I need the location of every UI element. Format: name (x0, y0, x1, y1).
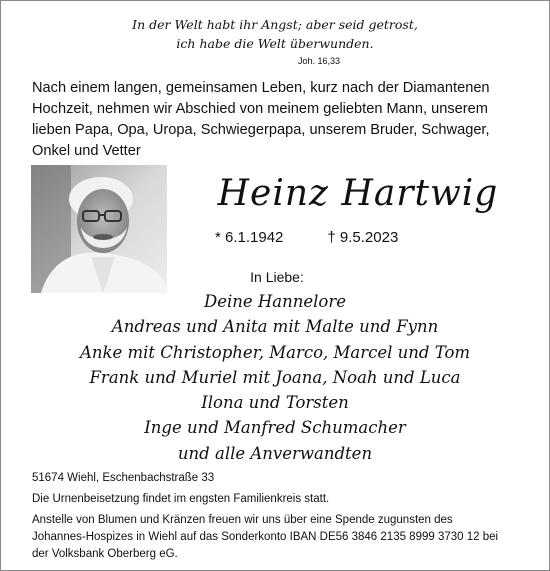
mourner-line: Andreas und Anita mit Malte und Fynn (111, 317, 439, 337)
urn-burial-note: Die Urnenbeisetzung findet im engsten Familienkreis statt. (32, 493, 330, 505)
intro-line: Hochzeit, nehmen wir Abschied von meinem geliebten Mann, unserem (32, 101, 488, 117)
mourner-line: und alle Anverwandten (177, 443, 373, 463)
birth-date: * 6.1.1942 (215, 229, 284, 246)
donation-line: Anstelle von Blumen und Kränzen freuen wir uns über eine Spende zugunsten des (32, 514, 453, 526)
mourner-line: Inge und Manfred Schumacher (144, 418, 406, 438)
mourner-line: Deine Hannelore (203, 292, 346, 311)
quote-line-1: In der Welt habt ihr Angst; aber seid getrost, (132, 17, 418, 32)
donation-line: der Volksbank Oberberg eG. (32, 548, 178, 560)
mourner-line: Frank und Muriel mit Joana, Noah und Luca (89, 367, 461, 387)
quote-line-2: ich habe die Welt überwunden. (176, 36, 374, 51)
death-date: † 9.5.2023 (327, 229, 399, 246)
bible-quote (1, 15, 549, 53)
intro-line: Onkel und Vetter (32, 143, 141, 159)
life-dates (215, 229, 398, 246)
donation-line: Johannes-Hospizes in Wiehl auf das Sonderkonto IBAN DE56 3846 2135 8999 3730 12 bei (32, 531, 499, 543)
mourners-list (1, 289, 549, 466)
intro-text (32, 78, 520, 162)
portrait-image (31, 165, 167, 293)
portrait-photo (31, 165, 167, 293)
mourners-heading: In Liebe: (250, 269, 304, 285)
mourner-line: Anke mit Christopher, Marco, Marcel und Tom (79, 342, 471, 362)
quote-reference: Joh. 16,33 (297, 56, 341, 66)
mourner-line: Ilona und Torsten (201, 393, 349, 413)
family-address: 51674 Wiehl, Eschenbachstraße 33 (32, 472, 215, 484)
donation-note (32, 512, 522, 563)
deceased-name: Heinz Hartwig (217, 173, 499, 214)
intro-line: Nach einem langen, gemeinsamen Leben, kurz nach der Diamantenen (32, 80, 490, 96)
intro-line: lieben Papa, Opa, Uropa, Schwiegerpapa, unserem Bruder, Schwager, (32, 122, 490, 138)
